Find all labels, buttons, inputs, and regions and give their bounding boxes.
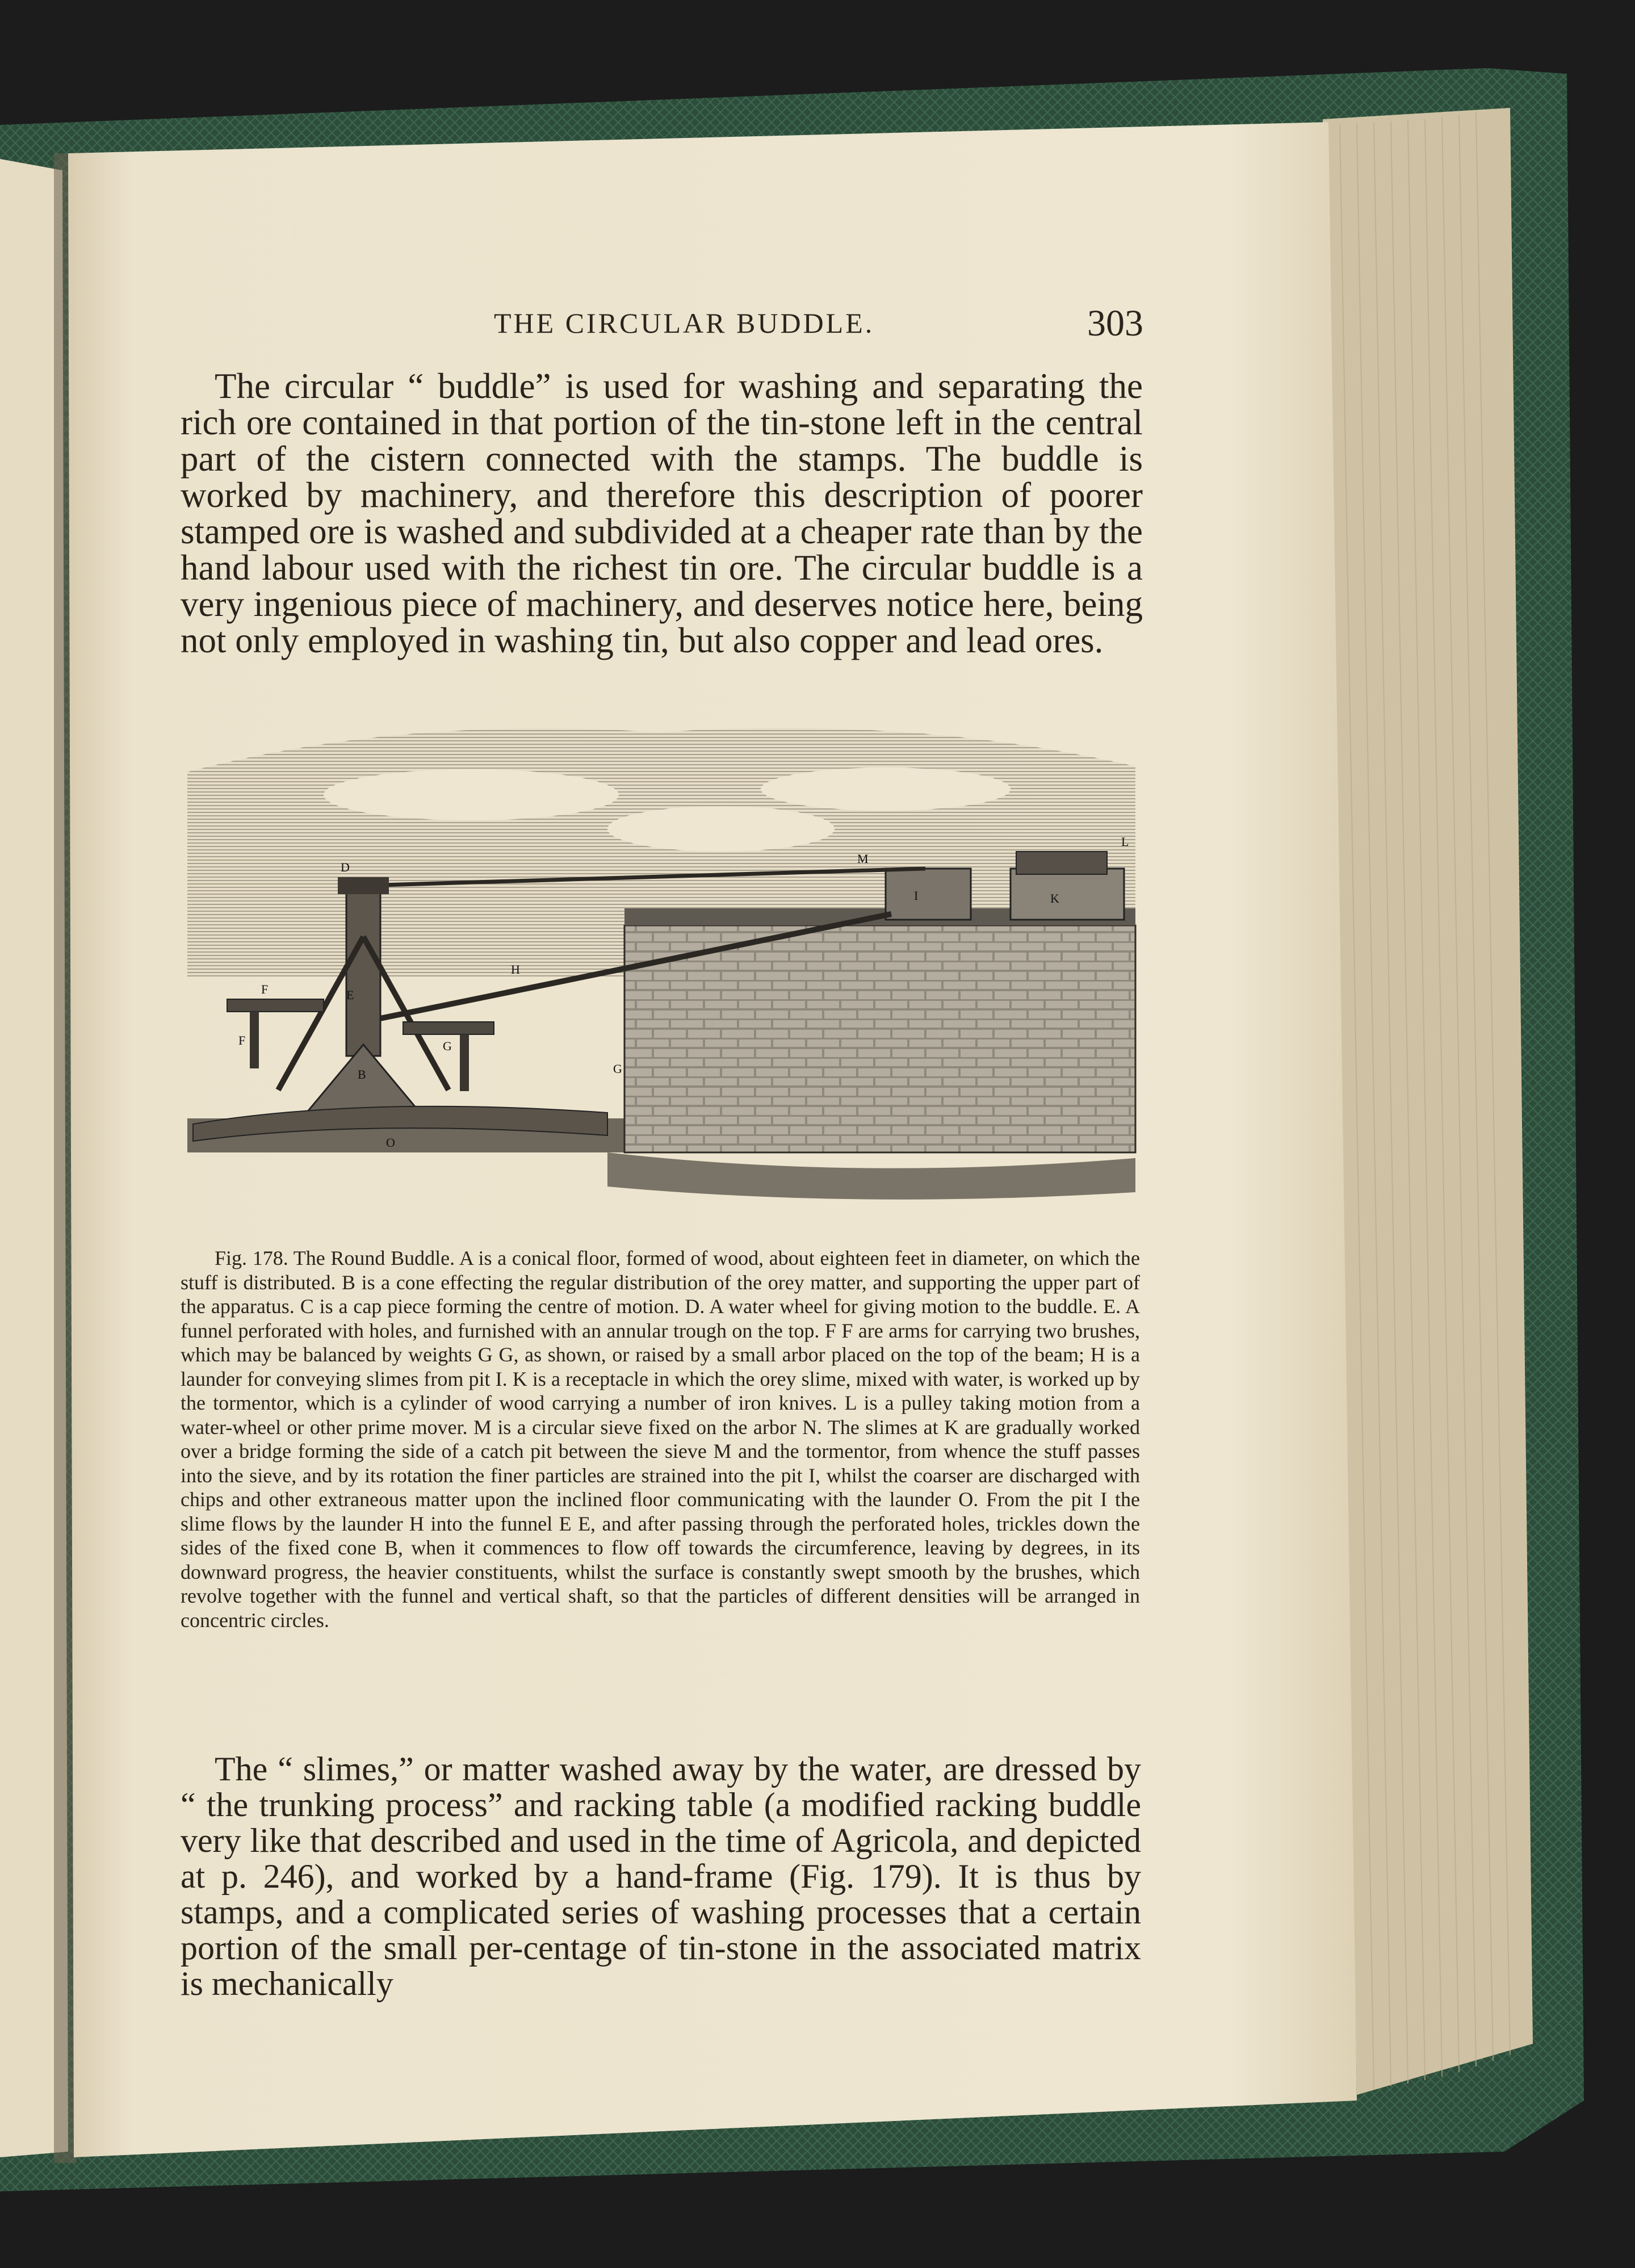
figure-caption (181, 1246, 1140, 1632)
figure-label-b: B (358, 1067, 366, 1081)
figure-label-o: O (386, 1135, 395, 1150)
round-buddle-engraving (176, 681, 1147, 1226)
figure-label-f-2: F (238, 1033, 246, 1047)
figure-label-e: E (346, 988, 354, 1002)
paragraph-slimes-text: The “ slimes,” or matter washed away by the water, are dressed by “ the trunking process” and racking table (a modified racking buddle very like that described and used in the time of Agricola, and depicted at p. 246), and worked by a hand-frame (Fig. 179). It is thus by stamps, and a complicated series of washing processes that a certain portion of the small per-centage of tin-stone in the associated matrix is mechanically (181, 1750, 1141, 2002)
figure-label-d: D (341, 860, 350, 874)
figure-label-l: L (1121, 835, 1129, 849)
figure-label-g: G (443, 1039, 452, 1053)
figure-caption-text: Fig. 178. The Round Buddle. A is a conical floor, formed of wood, about eighteen feet in diameter, on which the stuff is distributed. B is a cone effecting the regular distribution of the orey matter, and supporting the upper part of the apparatus. C is a cap piece forming the centre of motion. D. A water wheel for giving motion to the buddle. E. A funnel perforated with holes, and furnished with an annular trough on the top. F F are arms for carrying two brushes, which may be balanced by weights G G, as shown, or raised by a small arbor placed on the top of the beam; H is a launder for conveying slimes from pit I. K is a receptacle in which the orey slime, mixed with water, is worked up by the tormentor, which is a cylinder of wood carrying a number of iron knives. L is a pulley taking motion from a water-wheel or other prime mover. M is a circular sieve fixed on the arbor N. The slimes at K are gradually worked over a bridge forming the side of a catch pit between the sieve M and the tormentor, from whence the stuff passes into the sieve, and by its rotation the finer particles are strained into the pit I, whilst the coarser are discharged with chips and other extraneous matter upon the inclined floor communicating with the launder O. From the pit I the slime flows by the launder H into the funnel E E, and after passing through the perforated holes, trickles down the sides of the fixed cone B, when it commences to flow off towards the circumference, leaving by degrees, in its downward progress, the heavier constituents, whilst the surface is constantly swept smooth by the brushes, which revolve together with the funnel and vertical shaft, so that the particles of different densities will be arranged in concentric circles. (181, 1247, 1140, 1632)
paragraph-intro-text: The circular “ buddle” is used for washing and separating the rich ore contained in that portion of the tin-stone left in the central part of the cistern connected with the stamps. The buddle is worked by machinery, and therefore this description of poorer stamped ore is washed and subdivided at a cheaper rate than by the hand labour used with the richest tin ore. The circular buddle is a very ingenious piece of machinery, and deserves notice here, being not only employed in washing tin, but also copper and lead ores. (181, 366, 1143, 660)
figure-label-g: G (613, 1062, 622, 1076)
figure-label-f: F (261, 982, 269, 996)
page-number: 303 (1087, 303, 1143, 344)
paragraph-intro (181, 368, 1143, 659)
figure-label-m: M (857, 852, 869, 866)
figure-label-k: K (1050, 891, 1059, 905)
running-title: THE CIRCULAR BUDDLE. (494, 307, 875, 339)
figure-label-i: I (914, 888, 919, 903)
paragraph-slimes (181, 1751, 1141, 2002)
figure-label-h: H (511, 962, 520, 976)
